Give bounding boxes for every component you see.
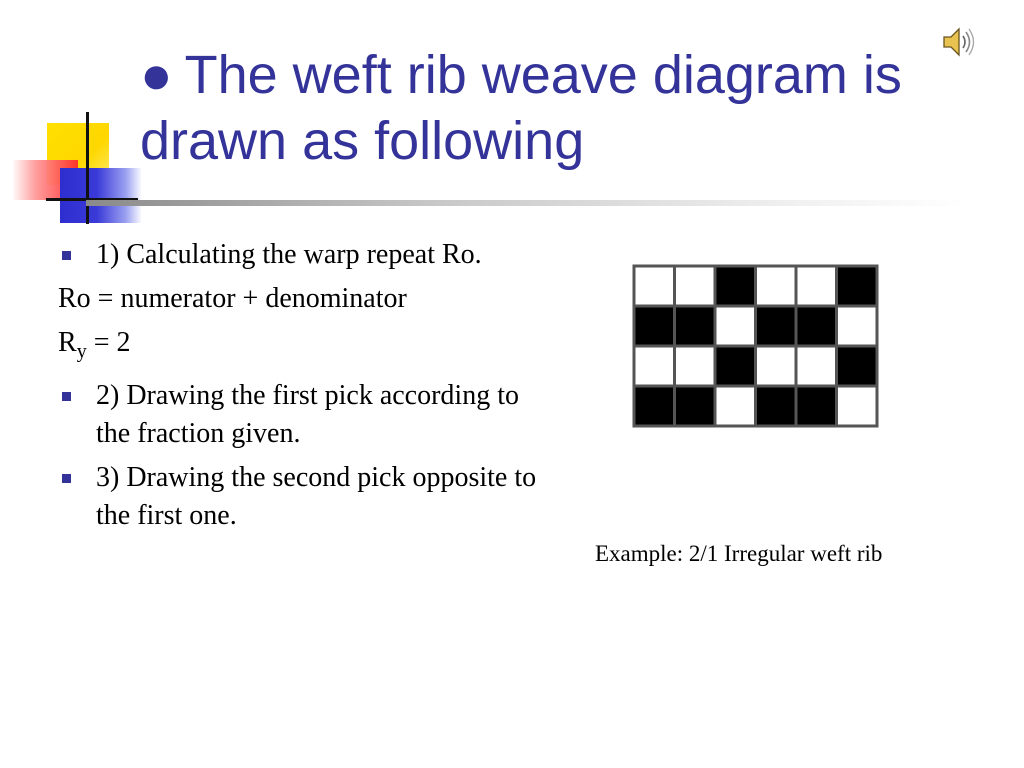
bullet-item xyxy=(58,377,558,453)
weave-cell-empty xyxy=(634,346,675,386)
bullet-text: 2) Drawing the first pick according to the fraction given. xyxy=(96,379,519,449)
slide-content xyxy=(58,236,558,541)
weave-cell-filled xyxy=(675,306,716,346)
weave-cell-filled xyxy=(634,386,675,426)
weave-cell-empty xyxy=(756,266,797,306)
vertical-rule xyxy=(86,112,89,224)
ry-value: = 2 xyxy=(86,327,131,358)
square-bullet-icon xyxy=(62,474,71,483)
weave-cell-filled xyxy=(796,386,837,426)
weave-cell-empty xyxy=(675,266,716,306)
ry-subscript: y xyxy=(76,340,87,363)
weave-cell-empty xyxy=(837,386,878,426)
weave-cell-empty xyxy=(675,346,716,386)
weave-cell-filled xyxy=(715,266,756,306)
bullet-text: 1) Calculating the warp repeat Ro. xyxy=(96,239,482,270)
content-line xyxy=(58,324,558,371)
weave-cell-empty xyxy=(715,386,756,426)
weave-cell-filled xyxy=(634,306,675,346)
weave-cell-empty xyxy=(634,266,675,306)
title-text: The weft rib weave diagram is drawn as following xyxy=(140,45,902,171)
weave-cell-empty xyxy=(796,346,837,386)
weave-cell-empty xyxy=(756,346,797,386)
weave-cell-empty xyxy=(796,266,837,306)
weave-cell-filled xyxy=(756,386,797,426)
weave-cell-filled xyxy=(837,346,878,386)
bullet-item xyxy=(58,236,558,274)
weave-cell-empty xyxy=(837,306,878,346)
title-bullet: ● xyxy=(140,45,173,105)
weave-cell-filled xyxy=(796,306,837,346)
weave-cell-filled xyxy=(756,306,797,346)
speaker-icon[interactable] xyxy=(940,24,976,60)
weave-cell-empty xyxy=(715,306,756,346)
bullet-text: 3) Drawing the second pick opposite to the first one. xyxy=(96,461,537,531)
title-underline xyxy=(86,200,966,206)
ry-base: R xyxy=(58,327,77,358)
square-bullet-icon xyxy=(62,251,71,260)
content-line: Ro = numerator + denominator xyxy=(58,283,407,314)
bullet-item xyxy=(58,459,558,535)
weave-diagram xyxy=(632,262,882,434)
slide-title xyxy=(140,42,1000,174)
example-caption: Example: 2/1 Irregular weft rib xyxy=(595,541,883,566)
weave-cell-filled xyxy=(715,346,756,386)
blue-gradient-decoration xyxy=(60,168,142,223)
square-bullet-icon xyxy=(62,392,71,401)
weave-cell-filled xyxy=(675,386,716,426)
weave-cell-filled xyxy=(837,266,878,306)
